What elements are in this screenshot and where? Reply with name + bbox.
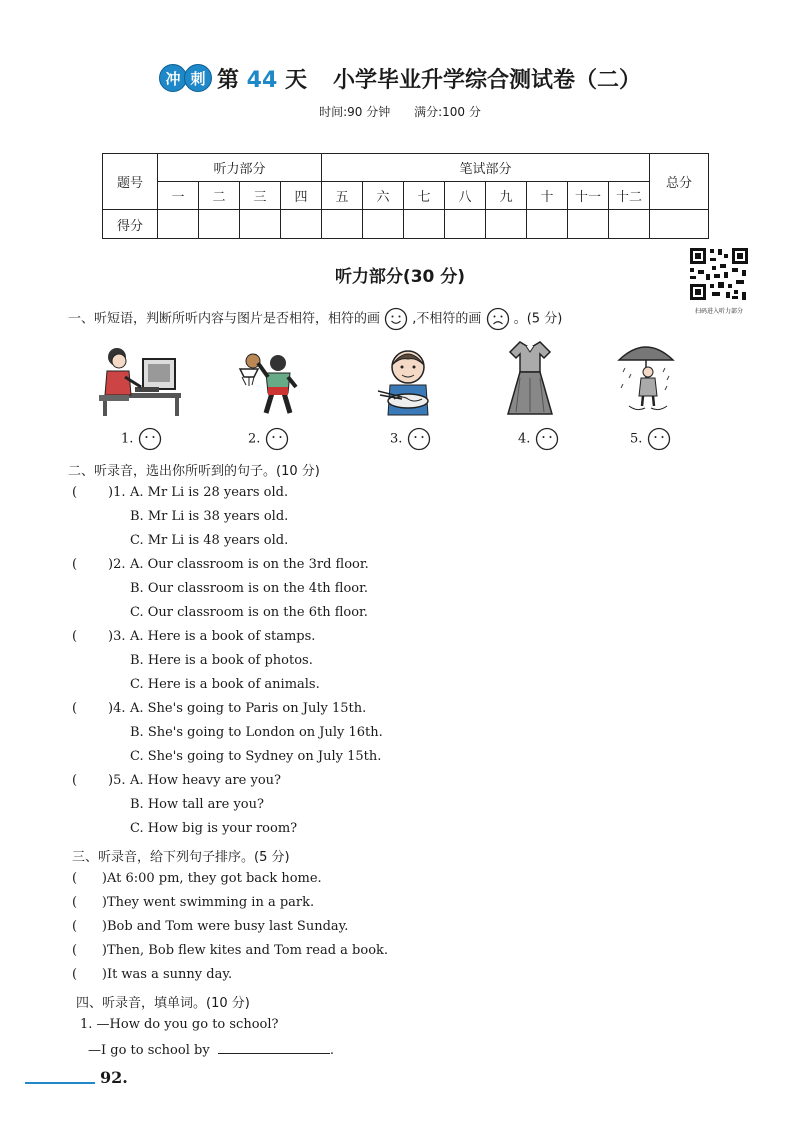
girl-at-computer-picture bbox=[95, 345, 185, 417]
section3-title: 三、听录音，给下列句子排序。(5 分) bbox=[72, 850, 290, 865]
score-cell[interactable] bbox=[527, 210, 568, 239]
col-header: 九 bbox=[486, 182, 527, 210]
question-number[interactable]: )4. bbox=[108, 701, 126, 716]
option-text: A. How heavy are you? bbox=[130, 773, 282, 788]
group-listening: 听力部分 bbox=[158, 154, 322, 182]
option-text: A. She's going to Paris on July 15th. bbox=[130, 701, 367, 716]
score-cell[interactable] bbox=[240, 210, 281, 239]
option-text: C. How big is your room? bbox=[130, 821, 298, 836]
picture-item-4: 4. bbox=[518, 427, 559, 451]
section1-title: 一、听短语，判断所听内容与图片是否相符，相符的画 ,不相符的画 。(5 分) bbox=[68, 307, 562, 331]
picture-item-5: 5. bbox=[630, 427, 671, 451]
boy-basketball-picture bbox=[232, 347, 304, 417]
option-text: C. Our classroom is on the 6th floor. bbox=[130, 605, 368, 620]
question-number[interactable]: )5. bbox=[108, 773, 126, 788]
listening-section-header: 听力部分(30 分) bbox=[334, 267, 466, 287]
page-title bbox=[0, 58, 800, 98]
badge-char: 刺 bbox=[184, 64, 212, 92]
col-header: 十二 bbox=[609, 182, 650, 210]
badge-char: 冲 bbox=[159, 64, 187, 92]
col-header: 十 bbox=[527, 182, 568, 210]
order-item[interactable]: ( )Then, Bob flew kites and Tom read a book. bbox=[72, 943, 389, 958]
option-text: A. Our classroom is on the 3rd floor. bbox=[130, 557, 369, 572]
group-writing: 笔试部分 bbox=[322, 154, 650, 182]
answer-face-icon[interactable] bbox=[265, 427, 289, 451]
day-label: 第 44 天 bbox=[216, 67, 307, 93]
qr-code-icon[interactable] bbox=[688, 246, 750, 302]
col-header: 三 bbox=[240, 182, 281, 210]
fill-answer-line: —I go to school by . bbox=[88, 1043, 334, 1058]
col-header: 十一 bbox=[568, 182, 609, 210]
col-header: 五 bbox=[322, 182, 363, 210]
answer-face-icon[interactable] bbox=[138, 427, 162, 451]
option-text: A. Mr Li is 28 years old. bbox=[130, 485, 289, 500]
col-header: 四 bbox=[281, 182, 322, 210]
score-cell[interactable] bbox=[486, 210, 527, 239]
fill-question-line: 1. —How do you go to school? bbox=[80, 1017, 279, 1032]
sprint-badge bbox=[159, 64, 209, 92]
score-table bbox=[102, 153, 709, 239]
score-cell[interactable] bbox=[158, 210, 199, 239]
question-number[interactable]: )3. bbox=[108, 629, 126, 644]
girl-with-umbrella-picture bbox=[615, 338, 677, 416]
total-cell[interactable] bbox=[650, 210, 709, 239]
option-text: C. Here is a book of animals. bbox=[130, 677, 320, 692]
question-paren: ( bbox=[72, 773, 78, 788]
col-header: 二 bbox=[199, 182, 240, 210]
score-cell[interactable] bbox=[322, 210, 363, 239]
question-number[interactable]: )1. bbox=[108, 485, 126, 500]
col-header: 七 bbox=[404, 182, 445, 210]
picture-item-3: 3. bbox=[390, 427, 431, 451]
order-item[interactable]: ( )It was a sunny day. bbox=[72, 967, 233, 982]
smile-face-icon bbox=[384, 307, 408, 331]
page-number: 92. bbox=[100, 1068, 128, 1087]
col-header: 一 bbox=[158, 182, 199, 210]
score-cell[interactable] bbox=[609, 210, 650, 239]
order-item[interactable]: ( )They went swimming in a park. bbox=[72, 895, 315, 910]
question-paren: ( bbox=[72, 485, 78, 500]
row-label: 得分 bbox=[103, 210, 158, 239]
boy-eating-noodles-picture bbox=[372, 345, 442, 417]
order-item[interactable]: ( )Bob and Tom were busy last Sunday. bbox=[72, 919, 349, 934]
dress-picture bbox=[500, 338, 560, 416]
score-cell[interactable] bbox=[445, 210, 486, 239]
question-paren: ( bbox=[72, 557, 78, 572]
full-score: 满分:100 分 bbox=[414, 105, 481, 119]
col-header: 六 bbox=[363, 182, 404, 210]
option-text: B. Mr Li is 38 years old. bbox=[130, 509, 289, 524]
footer-rule bbox=[25, 1082, 95, 1084]
order-item[interactable]: ( )At 6:00 pm, they got back home. bbox=[72, 871, 322, 886]
option-text: C. Mr Li is 48 years old. bbox=[130, 533, 289, 548]
option-text: B. Our classroom is on the 4th floor. bbox=[130, 581, 369, 596]
option-text: B. She's going to London on July 16th. bbox=[130, 725, 383, 740]
score-cell[interactable] bbox=[281, 210, 322, 239]
answer-face-icon[interactable] bbox=[647, 427, 671, 451]
section4-title: 四、听录音，填单词。(10 分) bbox=[76, 996, 250, 1011]
question-number[interactable]: )2. bbox=[108, 557, 126, 572]
answer-face-icon[interactable] bbox=[407, 427, 431, 451]
option-text: B. Here is a book of photos. bbox=[130, 653, 313, 668]
section2-title: 二、听录音，选出你所听到的句子。(10 分) bbox=[68, 464, 320, 479]
score-cell[interactable] bbox=[404, 210, 445, 239]
option-text: B. How tall are you? bbox=[130, 797, 264, 812]
time-limit: 时间:90 分钟 bbox=[319, 105, 391, 119]
qr-caption: 扫码进入听力部分 bbox=[694, 308, 743, 315]
test-title: 小学毕业升学综合测试卷（二） bbox=[332, 67, 641, 93]
total-label: 总分 bbox=[650, 154, 709, 210]
picture-item-1: 1. bbox=[121, 427, 162, 451]
col-header: 八 bbox=[445, 182, 486, 210]
option-text: A. Here is a book of stamps. bbox=[130, 629, 316, 644]
day-number: 44 bbox=[246, 67, 278, 93]
answer-face-icon[interactable] bbox=[535, 427, 559, 451]
question-paren: ( bbox=[72, 701, 78, 716]
answer-blank[interactable] bbox=[218, 1041, 330, 1054]
question-paren: ( bbox=[72, 629, 78, 644]
row-label: 题号 bbox=[103, 154, 158, 210]
score-cell[interactable] bbox=[568, 210, 609, 239]
score-cell[interactable] bbox=[199, 210, 240, 239]
score-cell[interactable] bbox=[363, 210, 404, 239]
option-text: C. She's going to Sydney on July 15th. bbox=[130, 749, 382, 764]
exam-info bbox=[0, 103, 800, 120]
sad-face-icon bbox=[486, 307, 510, 331]
picture-item-2: 2. bbox=[248, 427, 289, 451]
